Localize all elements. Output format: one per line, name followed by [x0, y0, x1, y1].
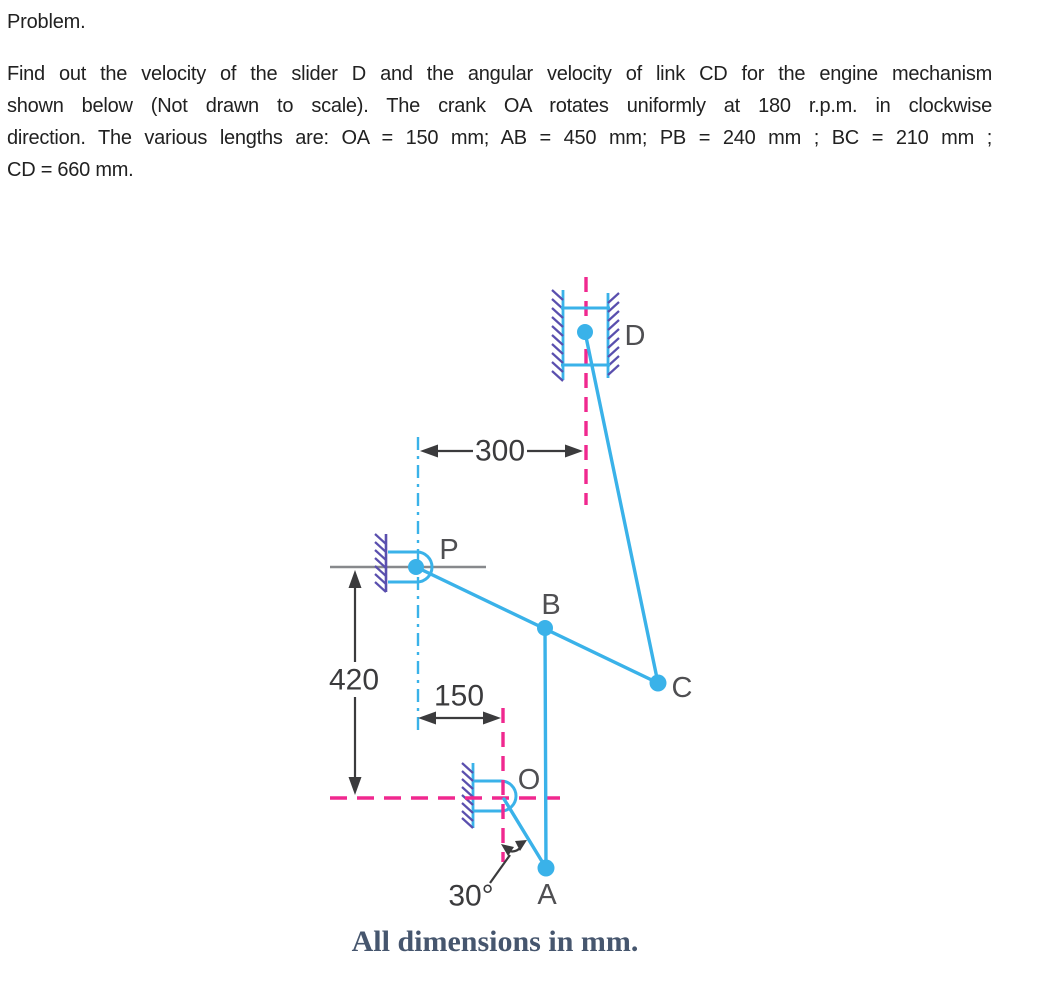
dim-420-arrow-up-icon: [349, 570, 362, 588]
dim-300-arrow-left-icon: [420, 445, 438, 458]
problem-line-2: shown below (Not drawn to scale). The crank OA rotates uniformly at 180 r.p.m. in clockwise: [7, 95, 992, 117]
dim-150-value: 150: [433, 679, 485, 713]
dim-300-value: 300: [474, 434, 526, 468]
dim-150-arrow-left-icon: [418, 712, 436, 725]
problem-line-4: CD = 660 mm.: [7, 159, 134, 181]
dim-420-arrow-down-icon: [349, 777, 362, 795]
label-d: D: [624, 320, 646, 352]
joint-a: [538, 860, 555, 877]
dim-420: [329, 570, 379, 795]
crank-oa: [504, 799, 546, 868]
dim-150: [418, 680, 501, 725]
pivot-o-hatch-icon: [462, 763, 473, 828]
label-c: C: [671, 672, 693, 704]
dim-300-arrow-right-icon: [565, 445, 583, 458]
link-cd: [585, 332, 658, 683]
pivot-o-support: [462, 763, 516, 828]
diagram-caption: All dimensions in mm.: [351, 925, 639, 958]
link-pbc: [416, 567, 658, 683]
joint-p: [408, 559, 424, 575]
label-p: P: [439, 534, 459, 566]
problem-line-3: direction. The various lengths are: OA = 150 mm; AB = 450 mm; PB = 240 mm ; BC = 210 mm ;: [7, 127, 992, 149]
joint-c: [650, 675, 667, 692]
slider-d-hatch-right-icon: [608, 293, 619, 375]
slider-d-hatch-left-icon: [552, 290, 563, 381]
link-ab: [545, 628, 546, 868]
label-a: A: [537, 879, 557, 911]
problem-line-1: Find out the velocity of the slider D and the angular velocity of link CD for the engine mechanism: [7, 63, 992, 85]
dim-420-value: 420: [328, 663, 380, 697]
problem-heading: Problem.: [7, 11, 86, 33]
label-b: B: [541, 589, 561, 621]
pivot-p-hatch-icon: [375, 534, 386, 592]
angle-30: [448, 840, 527, 913]
angle-30-value: 30°: [448, 879, 494, 913]
dim-300: [420, 435, 583, 468]
joint-d: [577, 324, 593, 340]
joint-b: [537, 620, 553, 636]
label-o: O: [517, 764, 541, 796]
dim-150-arrow-right-icon: [483, 712, 501, 725]
